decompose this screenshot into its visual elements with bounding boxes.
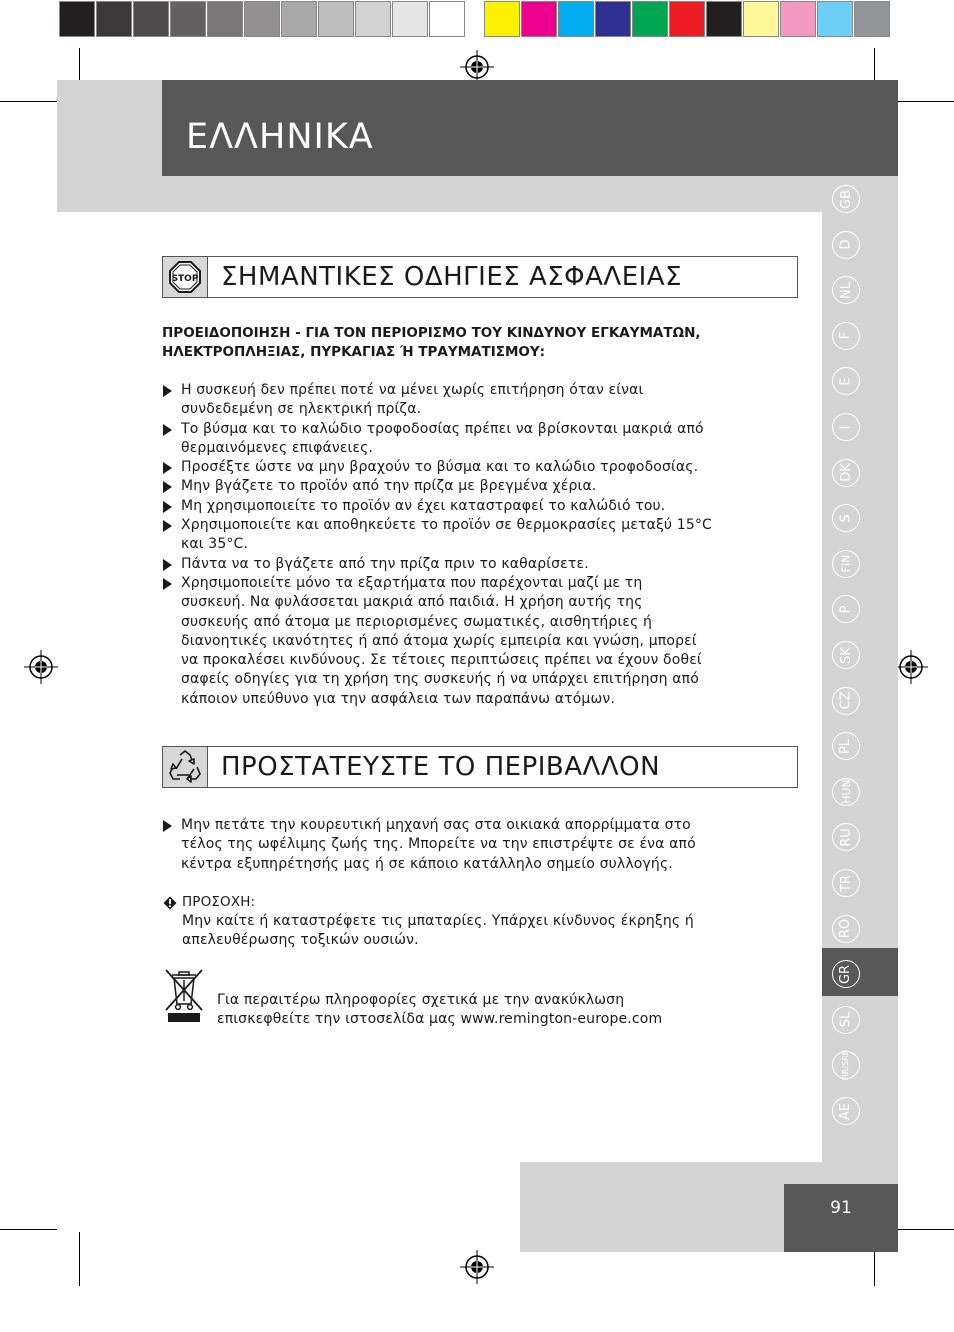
- language-tab-tr[interactable]: [832, 869, 860, 897]
- language-tab-label: FIN: [839, 554, 853, 573]
- recycling-info: [217, 991, 797, 1030]
- bullet-item: [162, 816, 798, 874]
- language-tab-label: F: [838, 332, 854, 340]
- color-swatch: [706, 1, 742, 37]
- language-tab-label: TR: [838, 874, 854, 892]
- bullet-text-line: θερμαινόμενες επιφάνειες.: [181, 439, 374, 456]
- bullet-text-line: και 35°C.: [181, 536, 249, 553]
- bullet-text-line: Πάντα να το βγάζετε από την πρίζα πριν το καθαρίσετε.: [181, 555, 589, 572]
- bullet-arrow-icon: [163, 578, 172, 590]
- color-swatch: [854, 1, 890, 37]
- registration-mark-right: [894, 650, 928, 684]
- safety-warning-line: ΗΛΕΚΤΡΟΠΛΗΞΙΑΣ, ΠΥΡΚΑΓΙΑΣ Ή ΤΡΑΥΜΑΤΙΣΜΟΥ:: [162, 344, 546, 360]
- bullet-text-line: συσκευή. Να φυλάσσεται μακριά από παιδιά. Η χρήση αυτής της: [181, 594, 643, 611]
- bullet-text-line: Προσέξτε ώστε να μην βραχούν το βύσμα και το καλώδιο τροφοδοσίας.: [181, 459, 699, 476]
- bullet-text-line: Μην βγάζετε το προϊόν από την πρίζα με βρεγμένα χέρια.: [181, 478, 597, 495]
- language-tab-ro[interactable]: [832, 915, 860, 943]
- color-swatch: [558, 1, 594, 37]
- color-swatch: [244, 1, 280, 37]
- color-swatch: [817, 1, 853, 37]
- language-tab-label: SK: [838, 646, 854, 664]
- environment-icon-box: [163, 747, 208, 787]
- color-swatch: [281, 1, 317, 37]
- bullet-text-line: τέλος της ωφέλιμης ζωής της. Μπορείτε να την επιστρέψτε σε ένα από: [181, 836, 696, 853]
- bullet-arrow-icon: [163, 481, 172, 493]
- grey-color-bar: [59, 1, 466, 39]
- bullet-arrow-icon: [163, 559, 172, 571]
- crop-mark: [0, 101, 57, 102]
- bullet-text-line: Μην πετάτε την κουρευτική μηχανή σας στα οικιακά απορρίμματα στο: [181, 817, 691, 833]
- language-tab-gb[interactable]: [832, 185, 860, 213]
- caution-label: ΠΡΟΣΟΧΗ:: [182, 894, 256, 910]
- process-color-bar: [484, 1, 891, 39]
- environment-list: [162, 816, 798, 874]
- language-tab-label: GB: [838, 189, 854, 209]
- bullet-text-line: συνδεδεμένη σε ηλεκτρική πρίζα.: [181, 401, 422, 418]
- bullet-arrow-icon: [163, 501, 172, 513]
- color-swatch: [632, 1, 668, 37]
- language-tab-label: NL: [838, 281, 854, 299]
- language-tab-label: PL: [838, 738, 854, 754]
- language-tab-label: D: [838, 239, 854, 250]
- color-swatch: [318, 1, 354, 37]
- bullet-text-line: Το βύσμα και το καλώδιο τροφοδοσίας πρέπει να βρίσκονται μακριά από: [181, 420, 704, 437]
- language-tab-label: GR: [838, 964, 854, 984]
- color-swatch: [59, 1, 95, 37]
- bullet-item: [162, 420, 798, 459]
- color-swatch: [743, 1, 779, 37]
- caution-text-line: Μην καίτε ή καταστρέφετε τις μπαταρίες. Υπάρχει κίνδυνος έκρηξης ή: [182, 913, 694, 929]
- bullet-arrow-icon: [163, 520, 172, 532]
- color-swatch: [484, 1, 520, 37]
- bullet-text-line: κάποιον υπεύθυνο για την ασφάλεια των παραπάνω ατόμων.: [181, 690, 615, 707]
- color-swatch: [133, 1, 169, 37]
- language-tab-hun[interactable]: [832, 778, 860, 806]
- language-tab-label: CZ: [838, 691, 854, 710]
- crop-mark: [79, 1232, 80, 1286]
- bullet-text-line: συσκευής από άτομα με περιορισμένες σωματικές, αισθητήριες ή: [181, 613, 653, 630]
- registration-mark-left: [24, 650, 58, 684]
- safety-warning-line: ΠΡΟΕΙΔΟΠΟΙΗΣΗ - ΓΙΑ ΤΟΝ ΠΕΡΙΟΡΙΣΜΟ ΤΟΥ ΚΙΝΔΥΝΟΥ ΕΓΚΑΥΜΑΤΩΝ,: [162, 325, 701, 341]
- language-tab-label: SL: [838, 1012, 854, 1028]
- language-tab-sl[interactable]: [832, 1006, 860, 1034]
- color-swatch: [96, 1, 132, 37]
- language-tab-label: P: [838, 605, 854, 614]
- language-tab-gr[interactable]: [832, 960, 860, 988]
- crop-mark: [0, 1229, 57, 1230]
- recycle-icon: [163, 747, 207, 787]
- crossed-bin-icon: [160, 964, 208, 1024]
- safety-list: [162, 381, 798, 709]
- bullet-arrow-icon: [163, 424, 172, 436]
- safety-heading: [162, 256, 798, 298]
- bullet-arrow-icon: [163, 820, 172, 832]
- language-tab-label: RO: [838, 918, 854, 939]
- language-tab-f[interactable]: [832, 322, 860, 350]
- recycling-info-line: επισκεφθείτε την ιστοσελίδα μας www.remington-europe.com: [217, 1011, 663, 1028]
- language-tab-label: HR/SRB: [841, 1050, 850, 1081]
- bullet-text-line: σαφείς οδηγίες για τη χρήση της συσκευής ή να υπάρχει επιτήρηση από: [181, 671, 699, 688]
- language-tab-i[interactable]: [832, 413, 860, 441]
- bullet-text-line: κέντρα εξυπηρέτησής μας ή σε κάποιο κατάλληλο σημείο συλλογής.: [181, 855, 673, 872]
- language-tab-fin[interactable]: [832, 550, 860, 578]
- page-title: ΕΛΛΗΝΙΚΑ: [186, 117, 374, 157]
- language-tab-dk[interactable]: [832, 459, 860, 487]
- language-tab-ae[interactable]: [832, 1097, 860, 1125]
- color-swatch: [669, 1, 705, 37]
- bullet-text-line: Χρησιμοποιείτε και αποθηκεύετε το προϊόν σε θερμοκρασίες μεταξύ 15°C: [181, 517, 712, 534]
- language-tab-sk[interactable]: [832, 641, 860, 669]
- crop-mark: [898, 1229, 954, 1230]
- bullet-item: [162, 381, 798, 420]
- language-tab-d[interactable]: [832, 231, 860, 259]
- color-swatch: [780, 1, 816, 37]
- bullet-item: [162, 516, 798, 555]
- bullet-text-line: να προκαλέσει κινδύνους. Σε τέτοιες περιπτώσεις πρέπει να έχουν δοθεί: [181, 652, 702, 669]
- caution-text-line: απελευθέρωσης τοξικών ουσιών.: [182, 932, 419, 949]
- color-swatch: [429, 1, 465, 37]
- bullet-text-line: Η συσκευή δεν πρέπει ποτέ να μένει χωρίς επιτήρηση όταν είναι: [181, 382, 644, 398]
- language-tab-cz[interactable]: [832, 687, 860, 715]
- color-swatch: [595, 1, 631, 37]
- language-tab-label: HUN: [839, 779, 853, 805]
- environment-title: ΠΡΟΣΤΑΤΕΥΣΤΕ ΤΟ ΠΕΡΙΒΑΛΛΟΝ: [221, 752, 661, 782]
- bullet-item: [162, 458, 798, 477]
- bullet-item: [162, 497, 798, 516]
- bullet-item: [162, 555, 798, 574]
- language-tab-label: E: [838, 377, 854, 386]
- bullet-text-line: Μη χρησιμοποιείτε το προϊόν αν έχει καταστραφεί το καλώδιό του.: [181, 497, 666, 514]
- caution-icon: [163, 896, 177, 910]
- bullet-item: [162, 574, 798, 709]
- language-tab-label: AE: [838, 1102, 854, 1120]
- language-tab-label: DK: [838, 463, 854, 482]
- language-tab-label: RU: [838, 828, 854, 847]
- registration-mark-bottom: [460, 1250, 494, 1284]
- bullet-text-line: Χρησιμοποιείτε μόνο τα εξαρτήματα που παρέχονται μαζί με τη: [181, 574, 643, 591]
- safety-warning: [162, 324, 798, 362]
- bullet-arrow-icon: [163, 385, 172, 397]
- language-tab-label: I: [838, 425, 854, 429]
- page-number: 91: [830, 1198, 852, 1218]
- color-swatch: [170, 1, 206, 37]
- bullet-item: [162, 477, 798, 496]
- color-swatch: [521, 1, 557, 37]
- safety-title: ΣΗΜΑΝΤΙΚΕΣ ΟΔΗΓΙΕΣ ΑΣΦΑΛΕΙΑΣ: [221, 262, 683, 292]
- stop-icon: [163, 257, 207, 297]
- environment-heading: [162, 746, 798, 788]
- recycling-info-line: Για περαιτέρω πληροφορίες σχετικά με την ανακύκλωση: [217, 992, 625, 1008]
- color-swatch: [355, 1, 391, 37]
- color-swatch: [207, 1, 243, 37]
- caution-text: [182, 912, 802, 951]
- language-tab-label: S: [838, 514, 854, 523]
- page-number-box: [784, 1184, 898, 1252]
- language-tab-pl[interactable]: [832, 732, 860, 760]
- safety-icon-box: [163, 257, 208, 297]
- bullet-text-line: διανοητικές ικανότητες ή από άτομα χωρίς εμπειρία και γνώση, μπορεί: [181, 632, 697, 649]
- bullet-arrow-icon: [163, 462, 172, 474]
- language-tab-s[interactable]: [832, 504, 860, 532]
- language-tab-nl[interactable]: [832, 276, 860, 304]
- registration-mark-top: [460, 50, 494, 84]
- crop-mark: [898, 101, 954, 102]
- color-swatch: [392, 1, 428, 37]
- stop-icon-label: STOP: [171, 274, 199, 284]
